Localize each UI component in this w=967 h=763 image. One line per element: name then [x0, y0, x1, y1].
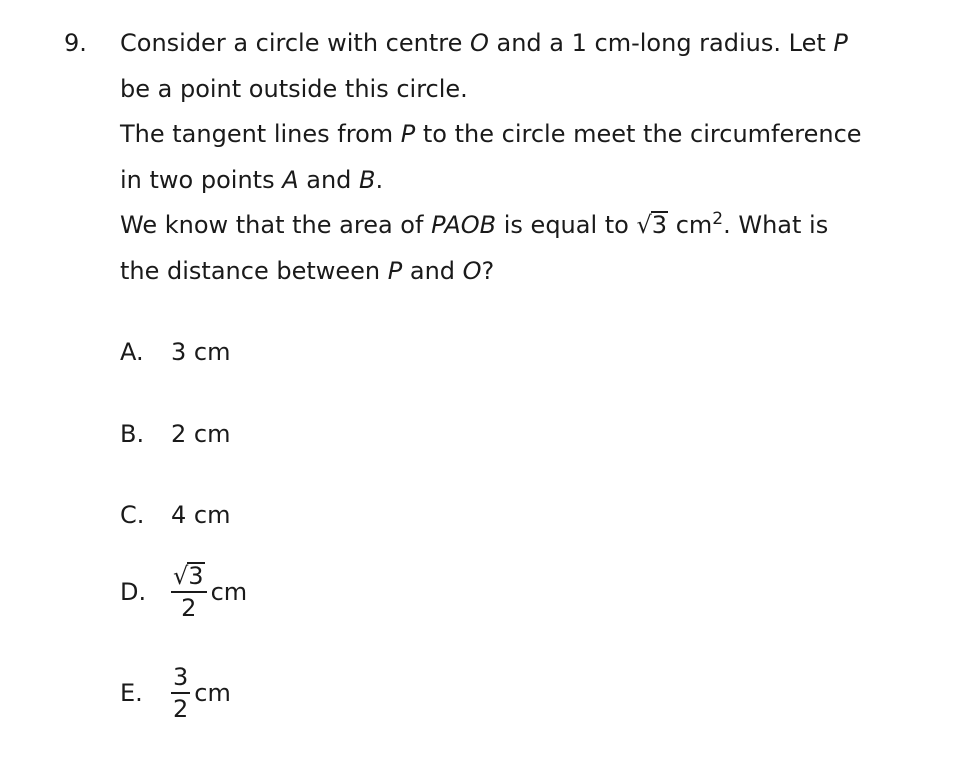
- sqrt-radicand: 3: [188, 562, 204, 590]
- question-number: 9.: [64, 29, 87, 57]
- text: . What is: [723, 211, 829, 240]
- text: in two points: [120, 165, 283, 194]
- stem-line-2: [120, 72, 920, 118]
- option-letter: D.: [120, 577, 147, 606]
- sqrt-sign: √: [636, 211, 652, 240]
- fraction: [171, 562, 207, 621]
- sqrt-expression: [637, 208, 669, 242]
- option-letter: C.: [120, 501, 145, 529]
- var-p: P: [387, 256, 403, 285]
- var-b: B: [359, 165, 376, 194]
- option-d[interactable]: [120, 562, 247, 621]
- stem-line-3: [120, 117, 920, 163]
- question-stem: [120, 26, 920, 300]
- stem-line-5: [120, 208, 920, 254]
- stem-line-4: [120, 163, 920, 209]
- option-letter: E.: [120, 679, 143, 707]
- fraction-bar: [171, 692, 190, 694]
- option-b[interactable]: [120, 419, 230, 449]
- stem-line-1: [120, 26, 920, 72]
- option-letter: B.: [120, 420, 145, 448]
- text: is equal to: [496, 211, 637, 240]
- option-value: 3 cm: [171, 338, 231, 366]
- text: We know that the area of: [120, 211, 432, 240]
- fraction-numerator: [171, 562, 207, 589]
- area-unit: cm: [668, 211, 713, 240]
- var-p: P: [833, 29, 848, 57]
- stem-line-6: [120, 254, 920, 300]
- fraction-bar: [171, 591, 207, 593]
- text: the distance between: [120, 256, 388, 285]
- text: and: [298, 165, 360, 194]
- sqrt-radicand: 3: [651, 211, 668, 240]
- var-paob: PAOB: [431, 211, 497, 240]
- option-unit: cm: [210, 577, 248, 606]
- fraction-denominator: 2: [181, 594, 197, 622]
- var-a: A: [282, 165, 299, 194]
- fraction: [171, 664, 190, 722]
- fraction-denominator: 2: [173, 695, 189, 723]
- text: be a point outside this circle.: [120, 74, 468, 103]
- option-value: 2 cm: [171, 420, 231, 448]
- text: to the circle meet the circumference: [415, 120, 862, 149]
- option-value: 4 cm: [171, 501, 231, 529]
- var-p: P: [400, 120, 416, 149]
- fraction-numerator: 3: [173, 663, 189, 691]
- option-e[interactable]: [120, 664, 231, 722]
- text: and a 1 cm-long radius. Let: [488, 29, 834, 57]
- option-c[interactable]: [120, 500, 230, 530]
- text: ?: [481, 256, 495, 285]
- text: The tangent lines from: [120, 120, 401, 149]
- var-o: O: [469, 29, 489, 57]
- text: Consider a circle with centre: [120, 29, 470, 57]
- text: and: [402, 256, 463, 285]
- option-unit: cm: [194, 679, 231, 707]
- area-exponent: 2: [712, 209, 724, 230]
- option-a[interactable]: [120, 337, 230, 367]
- text: .: [375, 165, 384, 194]
- sqrt-sign: √: [173, 562, 189, 590]
- option-letter: A.: [120, 338, 144, 366]
- var-o: O: [462, 256, 482, 285]
